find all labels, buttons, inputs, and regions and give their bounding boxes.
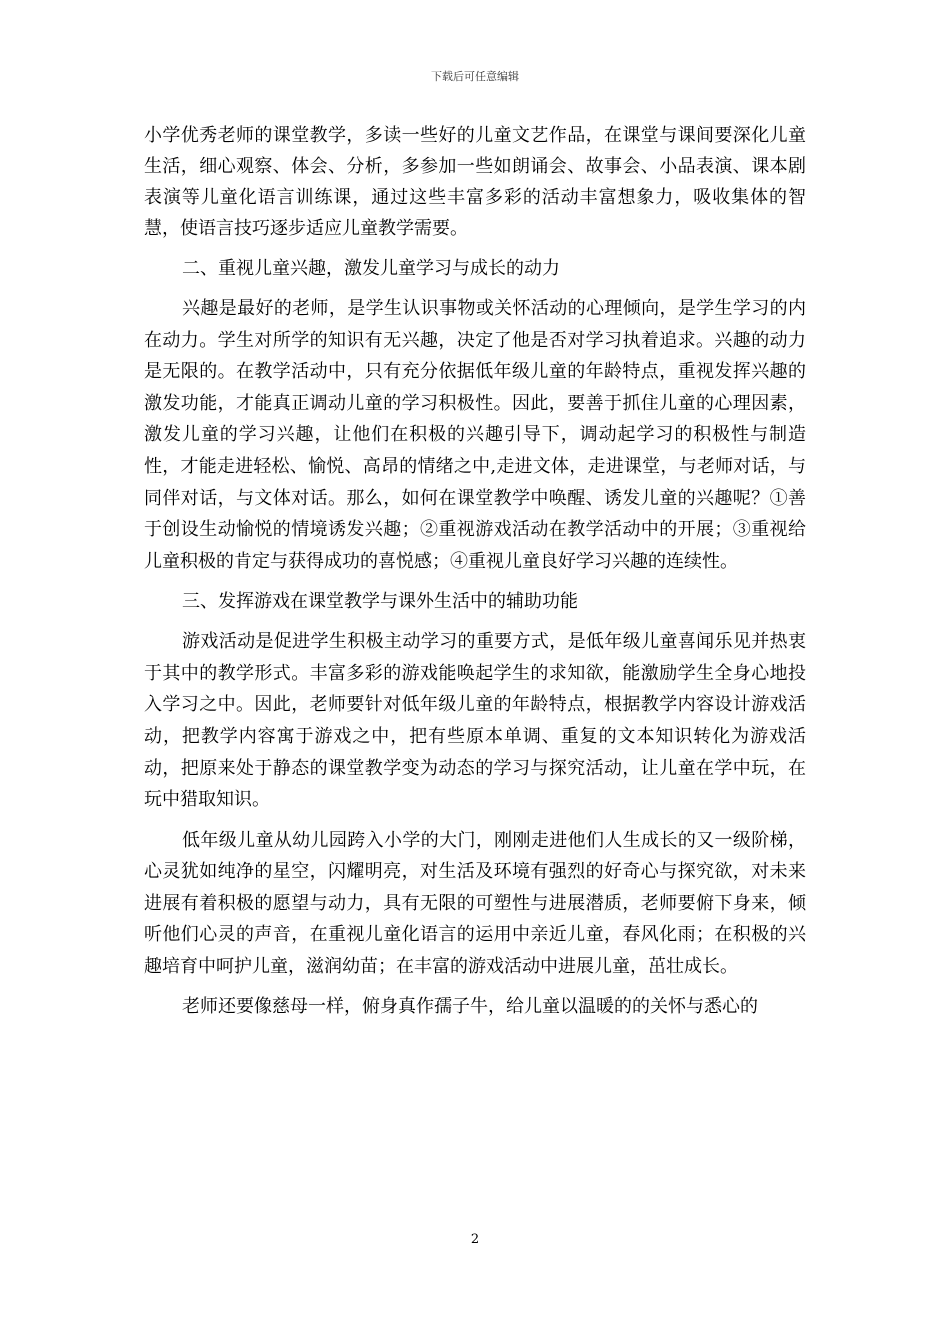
document-body [144, 120, 806, 1031]
paragraph-continuation: 小学优秀老师的课堂教学，多读一些好的儿童文艺作品，在课堂与课间要深化儿童生活，细心观察、体会、分析，多参加一些如朗诵会、故事会、小品表演、课本剧表演等儿童化语言训练课，通过这些丰富多彩的活动丰富想象力，吸收集体的智慧，使语言技巧逐步适应儿童教学需要。 [144, 125, 806, 239]
section-heading-2: 二、重视儿童兴趣，激发儿童学习与成长的动力 [182, 257, 560, 279]
paragraph-teacher: 老师还要像慈母一样，俯身真作孺子牛，给儿童以温暖的的关怀与悉心的 [182, 996, 758, 1018]
section-heading-3: 三、发挥游戏在课堂教学与课外生活中的辅助功能 [182, 591, 578, 612]
paragraph-interest: 兴趣是最好的老师，是学生认识事物或关怀活动的心理倾向，是学生学习的内在动力。学生对所学的知识有无兴趣，决定了他是否对学习执着追求。兴趣的动力是无限的。在教学活动中，只有充分依据低年级儿童的年龄特点，重视发挥兴趣的激发功能，才能真正调动儿童的学习积极性。因此，要善于抓住儿童的心理因素，激发儿童的学习兴趣，让他们在积极的兴趣引导下，调动起学习的积极性与制造性，才能走进轻松、愉悦、高昂的情绪之中,走进文体，走进课堂，与老师对话，与同伴对话，与文体对话。那么，如何在课堂教学中唤醒、诱发儿童的兴趣呢？①善于创设生动愉悦的情境诱发兴趣；②重视游戏活动在教学活动中的开展；③重视给儿童积极的肯定与获得成功的喜悦感；④重视儿童良好学习兴趣的连续性。 [144, 297, 806, 572]
paragraph-growth: 低年级儿童从幼儿园跨入小学的大门，刚刚走进他们人生成长的又一级阶梯，心灵犹如纯净的星空，闪耀明亮，对生活及环境有强烈的好奇心与探究欲，对未来进展有着积极的愿望与动力，具有无限的可塑性与进展潜质，老师要俯下身来，倾听他们心灵的声音，在重视儿童化语言的运用中亲近儿童，春风化雨；在积极的兴趣培育中呵护儿童，滋润幼苗；在丰富的游戏活动中进展儿童，茁壮成长。 [144, 829, 806, 977]
page-header: 下载后可任意编辑 [431, 70, 519, 83]
page-number: 2 [470, 1232, 480, 1247]
paragraph-games: 游戏活动是促进学生积极主动学习的重要方式，是低年级儿童喜闻乐见并热衷于其中的教学形式。丰富多彩的游戏能唤起学生的求知欲，能激励学生全身心地投入学习之中。因此，老师要针对低年级儿童的年龄特点，根据教学内容设计游戏活动，把教学内容寓于游戏之中，把有些原本单调、重复的文本知识转化为游戏活动，把原来处于静态的课堂教学变为动态的学习与探究活动，让儿童在学中玩，在玩中猎取知识。 [144, 631, 806, 811]
